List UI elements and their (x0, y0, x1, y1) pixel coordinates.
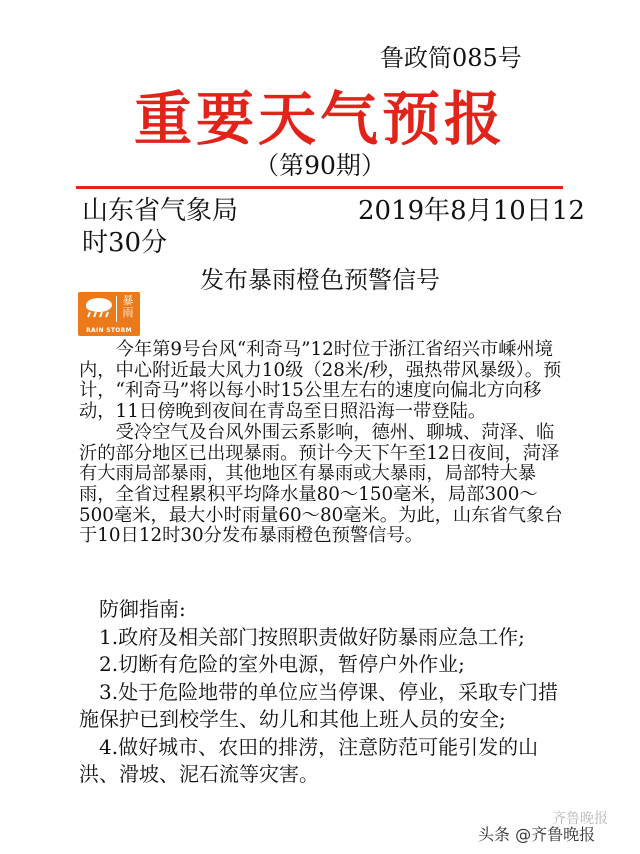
icon-cn-line1: 暴 (122, 294, 134, 307)
red-divider (76, 186, 563, 189)
cloud-rain-icon (84, 296, 114, 318)
guide-item-2: 2.切断有危险的室外电源，暂停户外作业; (99, 652, 465, 676)
guide-item-4: 4.做好城市、农田的排涝，注意防范可能引发的山洪、滑坡、泥石流等灾害。 (79, 734, 539, 786)
watermark: 头条 @齐鲁晚报 (478, 825, 596, 844)
paragraph-rainfall: 受冷空气及台风外围云系影响，德州、聊城、菏泽、临沂的部分地区已出现暴雨。预计今天下午至12日夜间，菏泽有大雨局部暴雨，其他地区有暴雨或大暴雨，局部特大暴雨，全省过程累积平均降水量80～150毫米，局部300～500毫米，最大小时雨量60～80毫米。为此，山东省气象台于10日12时30分发布暴雨橙色预警信号。 (79, 421, 563, 547)
icon-divider (116, 296, 117, 322)
section-heading: 发布暴雨橙色预警信号 (200, 266, 440, 294)
paragraph-typhoon: 今年第9号台风“利奇马”12时位于浙江省绍兴市嵊州境内，中心附近最大风力10级（28米/秒，强热带风暴级）。预计，“利奇马”将以每小时15公里左右的速度向偏北方向移动，11日傍晚到夜间在青岛至日照沿海一带登陆。 (79, 339, 562, 423)
doc-number: 鲁政简085号 (380, 44, 522, 72)
icon-cn-line2: 雨 (122, 306, 134, 319)
issuer-name: 山东省气象局 (82, 196, 239, 226)
guide-title: 防御指南: (99, 597, 186, 621)
issue-number: （第90期） (254, 151, 386, 180)
icon-en-label: RAIN STORM (86, 327, 132, 334)
rainstorm-warning-icon (78, 292, 140, 336)
watermark-faded: 齐鲁晚报 (552, 811, 608, 827)
body-text (79, 340, 565, 547)
icon-cn-label (119, 295, 137, 319)
guide-item-3: 3.处于危险地带的单位应当停课、停业，采取专门措施保护已到校学生、幼儿和其他上班人员的安全; (79, 679, 559, 731)
defense-guide (79, 596, 565, 789)
guide-item-1: 1.政府及相关部门按照职责做好防暴雨应急工作; (99, 624, 525, 649)
page-title: 重要天气预报 (133, 85, 506, 153)
issue-time: 2019年8月10日12 (358, 196, 585, 226)
issue-time-continued: 时30分 (82, 228, 168, 258)
